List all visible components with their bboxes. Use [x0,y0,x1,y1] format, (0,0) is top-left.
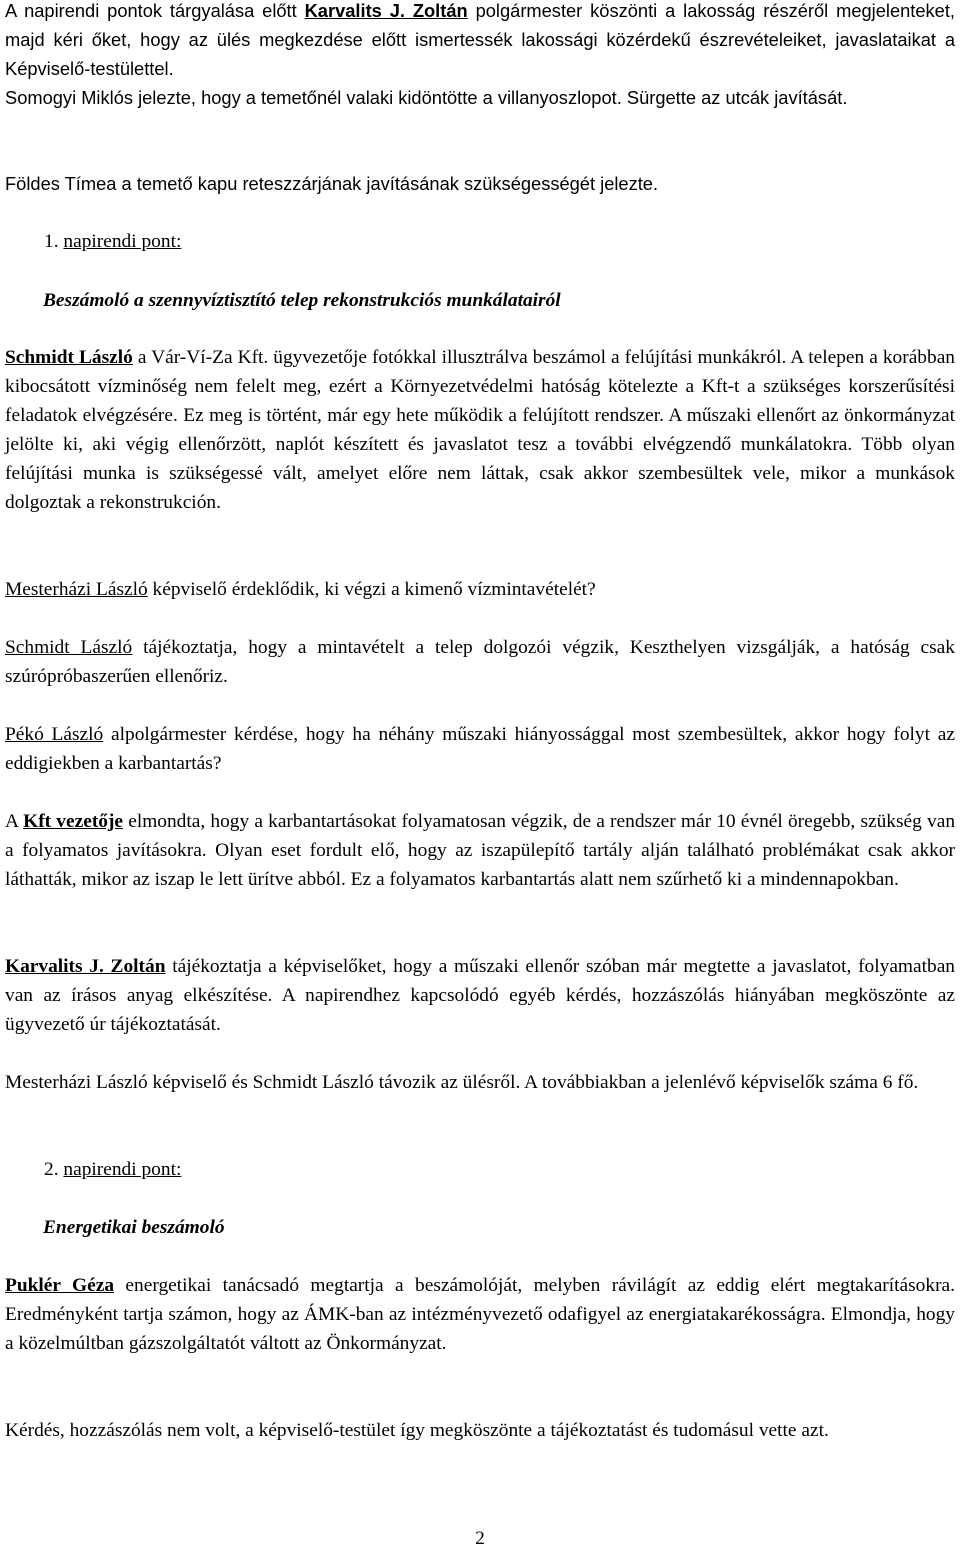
agenda-item-1-title: Beszámoló a szennyvíztisztító telep rekonstrukciós munkálatairól [43,290,561,311]
mesterhazi-question-paragraph [5,575,955,604]
speaker-name: Pékó László [5,724,104,745]
paragraph-prefix: A [5,811,24,832]
paragraph-text: elmondta, hogy a karbantartásokat folyamatosan végzik, de a rendszer már 10 évnél öregebb, szükség van a folyamatos javításokra. Olyan eset fordult elő, hogy az iszapülepítő tartály alján található problémákat csak akkor láthatták, mikor az iszap le lett ürítve abból. Ez a folyamatos karbantartás alatt nem szűrhető ki a mindennapokban. [5,811,956,890]
intro-text-cont: polgármester köszönti a lakosság részéről megjelenteket, majd kéri őket, hogy az ülés megkezdése előtt ismertessék lakossági közérdekű észrevételeiket, javaslataikat a Képviselő-testülettel. [5,0,955,79]
paragraph-text-cont: A telepen a korábban kibocsátott vízminőség nem felelt meg, ezért a Környezetvédelmi hatóság kötelezte a Kft-t a szükséges korszerűsítési feladatok elvégzésére. Ez meg is történt, már egy hete működik a felújított rendszer. A műszaki ellenőrt az önkormányzat jelölte ki, aki végig ellenőrzött, naplót készített és javaslatot tesz a további elvégzendő munkálatokra. Több olyan felújítási munka is szükségessé vált, amelyet előre nem láttak, csak akkor szembesültek vele, mikor a munkások dolgoztak a rekonstrukción. [5,347,955,513]
agenda-item-1-number: 1. [44,231,59,252]
agenda-item-2-number: 2. [44,1159,59,1180]
somogyi-paragraph: Somogyi Miklós jelezte, hogy a temetőnél valaki kidöntötte a villanyoszlopot. Sürgette az utcák javítását. [5,87,848,108]
departure-paragraph: Mesterházi László képviselő és Schmidt László távozik az ülésről. A továbbiakban a jelenlévő képviselők száma 6 fő. [5,1072,919,1093]
speaker-name: Schmidt László [5,637,133,658]
paragraph-text: tájékoztatja, hogy a mintavételt a telep dolgozói végzik, Keszthelyen vizsgálják, a hatóság csak szúrópróbaszerűen ellenőriz. [5,637,955,687]
agenda-item-1-heading [44,227,181,256]
paragraph-text: a Vár-Ví-Za Kft. ügyvezetője fotókkal illusztrálva beszámol a felújítási munkákról. [132,347,787,368]
speaker-name: Kft vezetője [23,811,124,832]
agenda-item-2-label: napirendi pont: [63,1159,182,1180]
paragraph-text: energetikai tanácsadó megtartja a beszámolóját, melyben rávilágít az eddig elért megtakarításokra. Eredményként tartja számon, hogy az ÁMK-ban az intézményvezető odafigyel az energiatakarékosságra. Elmondja, hogy a közelmúltban gázszolgáltatót váltott az Önkormányzat. [5,1275,955,1354]
page-number: 2 [475,1528,485,1549]
peko-question-paragraph [5,720,955,778]
closing-paragraph: Kérdés, hozzászólás nem volt, a képviselő-testület így megköszönte a tájékoztatást és tudomásul vette azt. [5,1420,829,1441]
schmidt-answer-paragraph [5,633,955,691]
paragraph-text: alpolgármester kérdése, hogy ha néhány műszaki hiányossággal most szembesültek, akkor hogy folyt az eddigiekben a karbantartás? [5,724,955,774]
pukler-paragraph [5,1271,955,1358]
paragraph-text: tájékoztatja a képviselőket, hogy a műszaki ellenőr szóban már megtette a javaslatot, folyamatban van az írásos anyag elkészítése. A napirendhez kapcsolódó egyéb kérdés, hozzászólás hiányában megköszönte az ügyvezető úr tájékoztatását. [5,956,955,1035]
agenda-item-2-heading [44,1155,181,1184]
speaker-name: Puklér Géza [5,1275,115,1296]
foldes-paragraph: Földes Tímea a temető kapu reteszzárjának javításának szükségességét jelezte. [5,173,659,194]
speaker-name: Mesterházi László [5,579,148,600]
agenda-item-2-title: Energetikai beszámoló [43,1217,225,1238]
schmidt-report-paragraph [5,343,955,517]
paragraph-text: képviselő érdeklődik, ki végzi a kimenő vízmintavételét? [147,579,596,600]
karvalits-paragraph [5,952,955,1039]
intro-text: A napirendi pontok tárgyalása előtt [5,0,305,21]
kft-answer-paragraph [5,807,955,894]
agenda-item-1-label: napirendi pont: [63,231,182,252]
intro-paragraph [5,0,955,83]
speaker-name: Karvalits J. Zoltán [5,956,166,977]
mayor-name: Karvalits J. Zoltán [304,0,468,21]
speaker-name: Schmidt László [5,347,133,368]
